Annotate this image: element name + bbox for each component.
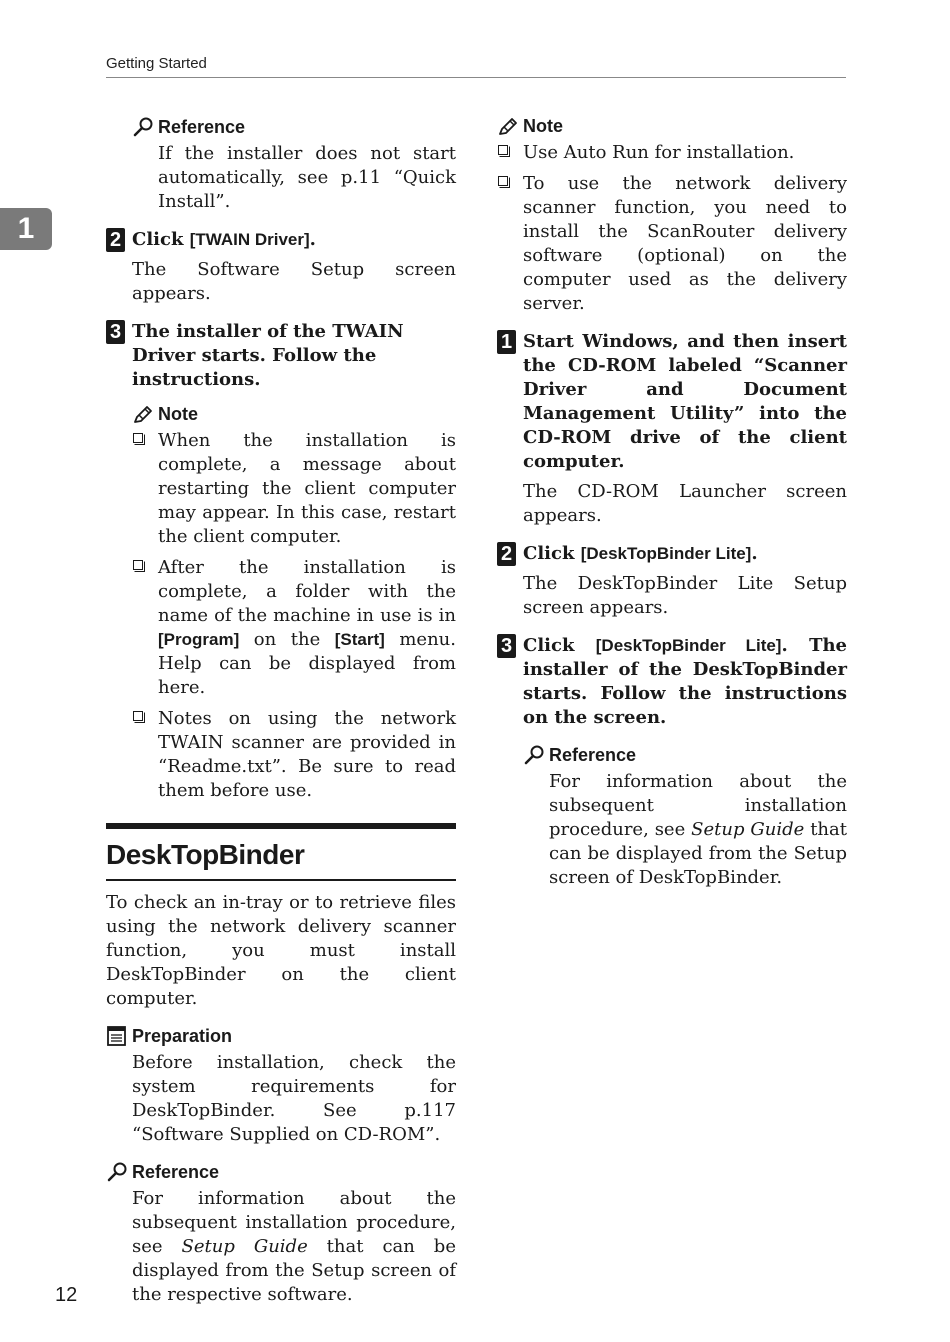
step-title [523,542,847,566]
step-2-twain [106,228,456,306]
note-item-text: When the installation is complete, a message about restarting the client computer may appear. In this case, restart the client computer. [158,430,456,547]
reference-label: Reference [158,116,246,137]
reference-text: If the installer does not start automatically, see p.11 “Quick Install”. [158,143,456,212]
step-title-prefix: Click [132,229,190,250]
step-number: 3 [106,320,125,344]
step-title-prefix: Click [523,543,581,564]
reference-heading [523,744,847,766]
reference-text [523,770,847,890]
step-2-desktopbinder [497,542,847,620]
note-item [497,141,847,165]
reference-text-a: For information about the subsequent installation procedure, see [132,1188,456,1257]
magnifier-icon [106,1161,128,1183]
note-item-text: To use the network delivery scanner function, you need to install the ScanRouter delivery software (optional) on the computer used as the delivery server. [523,173,847,314]
reference-text-b: that can be displayed from the Setup screen of the respective software. [132,1236,456,1305]
note-block [497,116,847,316]
step-body: The Software Setup screen appears. [132,259,456,304]
note-label: Note [523,116,563,136]
checkbox-icon [134,434,145,445]
step-title-suffix: . The installer of the DeskTopBinder starts. Follow the instructions on the screen. [523,635,847,728]
note-item [497,172,847,316]
reference-heading [106,1161,456,1183]
note-item-text: menu. Help can be displayed from here. [158,629,456,698]
pencil-icon [497,117,519,137]
note-item-text: Notes on using the network TWAIN scanner are provided in “Readme.txt”. Be sure to read them before use. [158,708,456,801]
step-3-desktopbinder [497,634,847,730]
step-title [523,634,847,730]
step-title-suffix: . [309,229,316,250]
reference-label: Reference [549,744,637,765]
note-list [132,429,456,803]
checkbox-icon [134,561,145,572]
preparation-text: Before installation, check the system requirements for DeskTopBinder. See p.117 “Software Supplied on CD-ROM”. [132,1052,456,1145]
right-column [497,116,847,904]
reference-heading [132,116,456,138]
reference-block [106,116,456,214]
note-heading [132,404,456,425]
twain-driver-key: [TWAIN Driver] [189,230,310,249]
step-title-suffix: . [751,543,758,564]
note-item-text: Use Auto Run for installation. [523,142,795,163]
setup-guide-title: Setup Guide [691,819,805,840]
note-item-text: After the installation is complete, a folder with the name of the machine in use is in [158,557,456,626]
section-rule-top [106,823,456,829]
desktopbinder-lite-key: [DeskTopBinder Lite] [595,636,782,655]
note-item [132,707,456,803]
reference-block [497,744,847,890]
note-item-text: on the [239,629,335,650]
step-3-twain [106,320,456,392]
chapter-tab: 1 [0,208,52,250]
preparation-label: Preparation [132,1025,233,1046]
preparation-heading [106,1025,456,1047]
magnifier-icon [523,744,545,766]
header-rule [106,77,846,78]
reference-label: Reference [132,1161,220,1182]
left-column [106,116,456,1321]
section-title: DeskTopBinder [106,839,305,870]
reference-text-b: that can be displayed from the Setup screen of DeskTopBinder. [549,819,847,888]
note-list [497,141,847,316]
reference-text [106,1187,456,1307]
setup-guide-title: Setup Guide [181,1236,308,1257]
note-item [132,429,456,549]
step-title: The installer of the TWAIN Driver starts. Follow the instructions. [132,321,404,390]
step-number: 2 [497,542,516,566]
step-title [132,228,456,252]
program-key: [Program] [158,630,240,649]
checkbox-icon [499,146,510,157]
step-body: The DeskTopBinder Lite Setup screen appears. [523,573,847,618]
note-heading [497,116,847,137]
preparation-block [106,1025,456,1147]
step-number: 1 [497,330,516,354]
checkbox-icon [134,712,145,723]
checkbox-icon [499,177,510,188]
step-title-prefix: Click [523,635,596,656]
start-key: [Start] [334,630,385,649]
section-intro: To check an in-tray or to retrieve files using the network delivery scanner function, you must install DeskTopBinder on the client computer. [106,892,456,1009]
step-title: Start Windows, and then insert the CD-ROM labeled “Scanner Driver and Document Management Utility” into the CD-ROM drive of the client computer. [523,331,847,472]
desktopbinder-lite-key: [DeskTopBinder Lite] [580,544,752,563]
pencil-icon [132,405,154,425]
step-1-desktopbinder [497,330,847,528]
magnifier-icon [132,116,154,138]
note-item [132,556,456,700]
step-number: 2 [106,228,125,252]
reference-text-a: For information about the subsequent installation procedure, see [549,771,847,840]
section-rule-bottom [106,879,456,881]
page-header: Getting Started [106,55,207,72]
note-block [106,404,456,803]
checklist-icon [106,1025,128,1047]
reference-block [106,1161,456,1307]
page-number: 12 [55,1284,78,1306]
step-number: 3 [497,634,516,658]
note-label: Note [158,404,198,424]
step-body: The CD-ROM Launcher screen appears. [523,481,847,526]
